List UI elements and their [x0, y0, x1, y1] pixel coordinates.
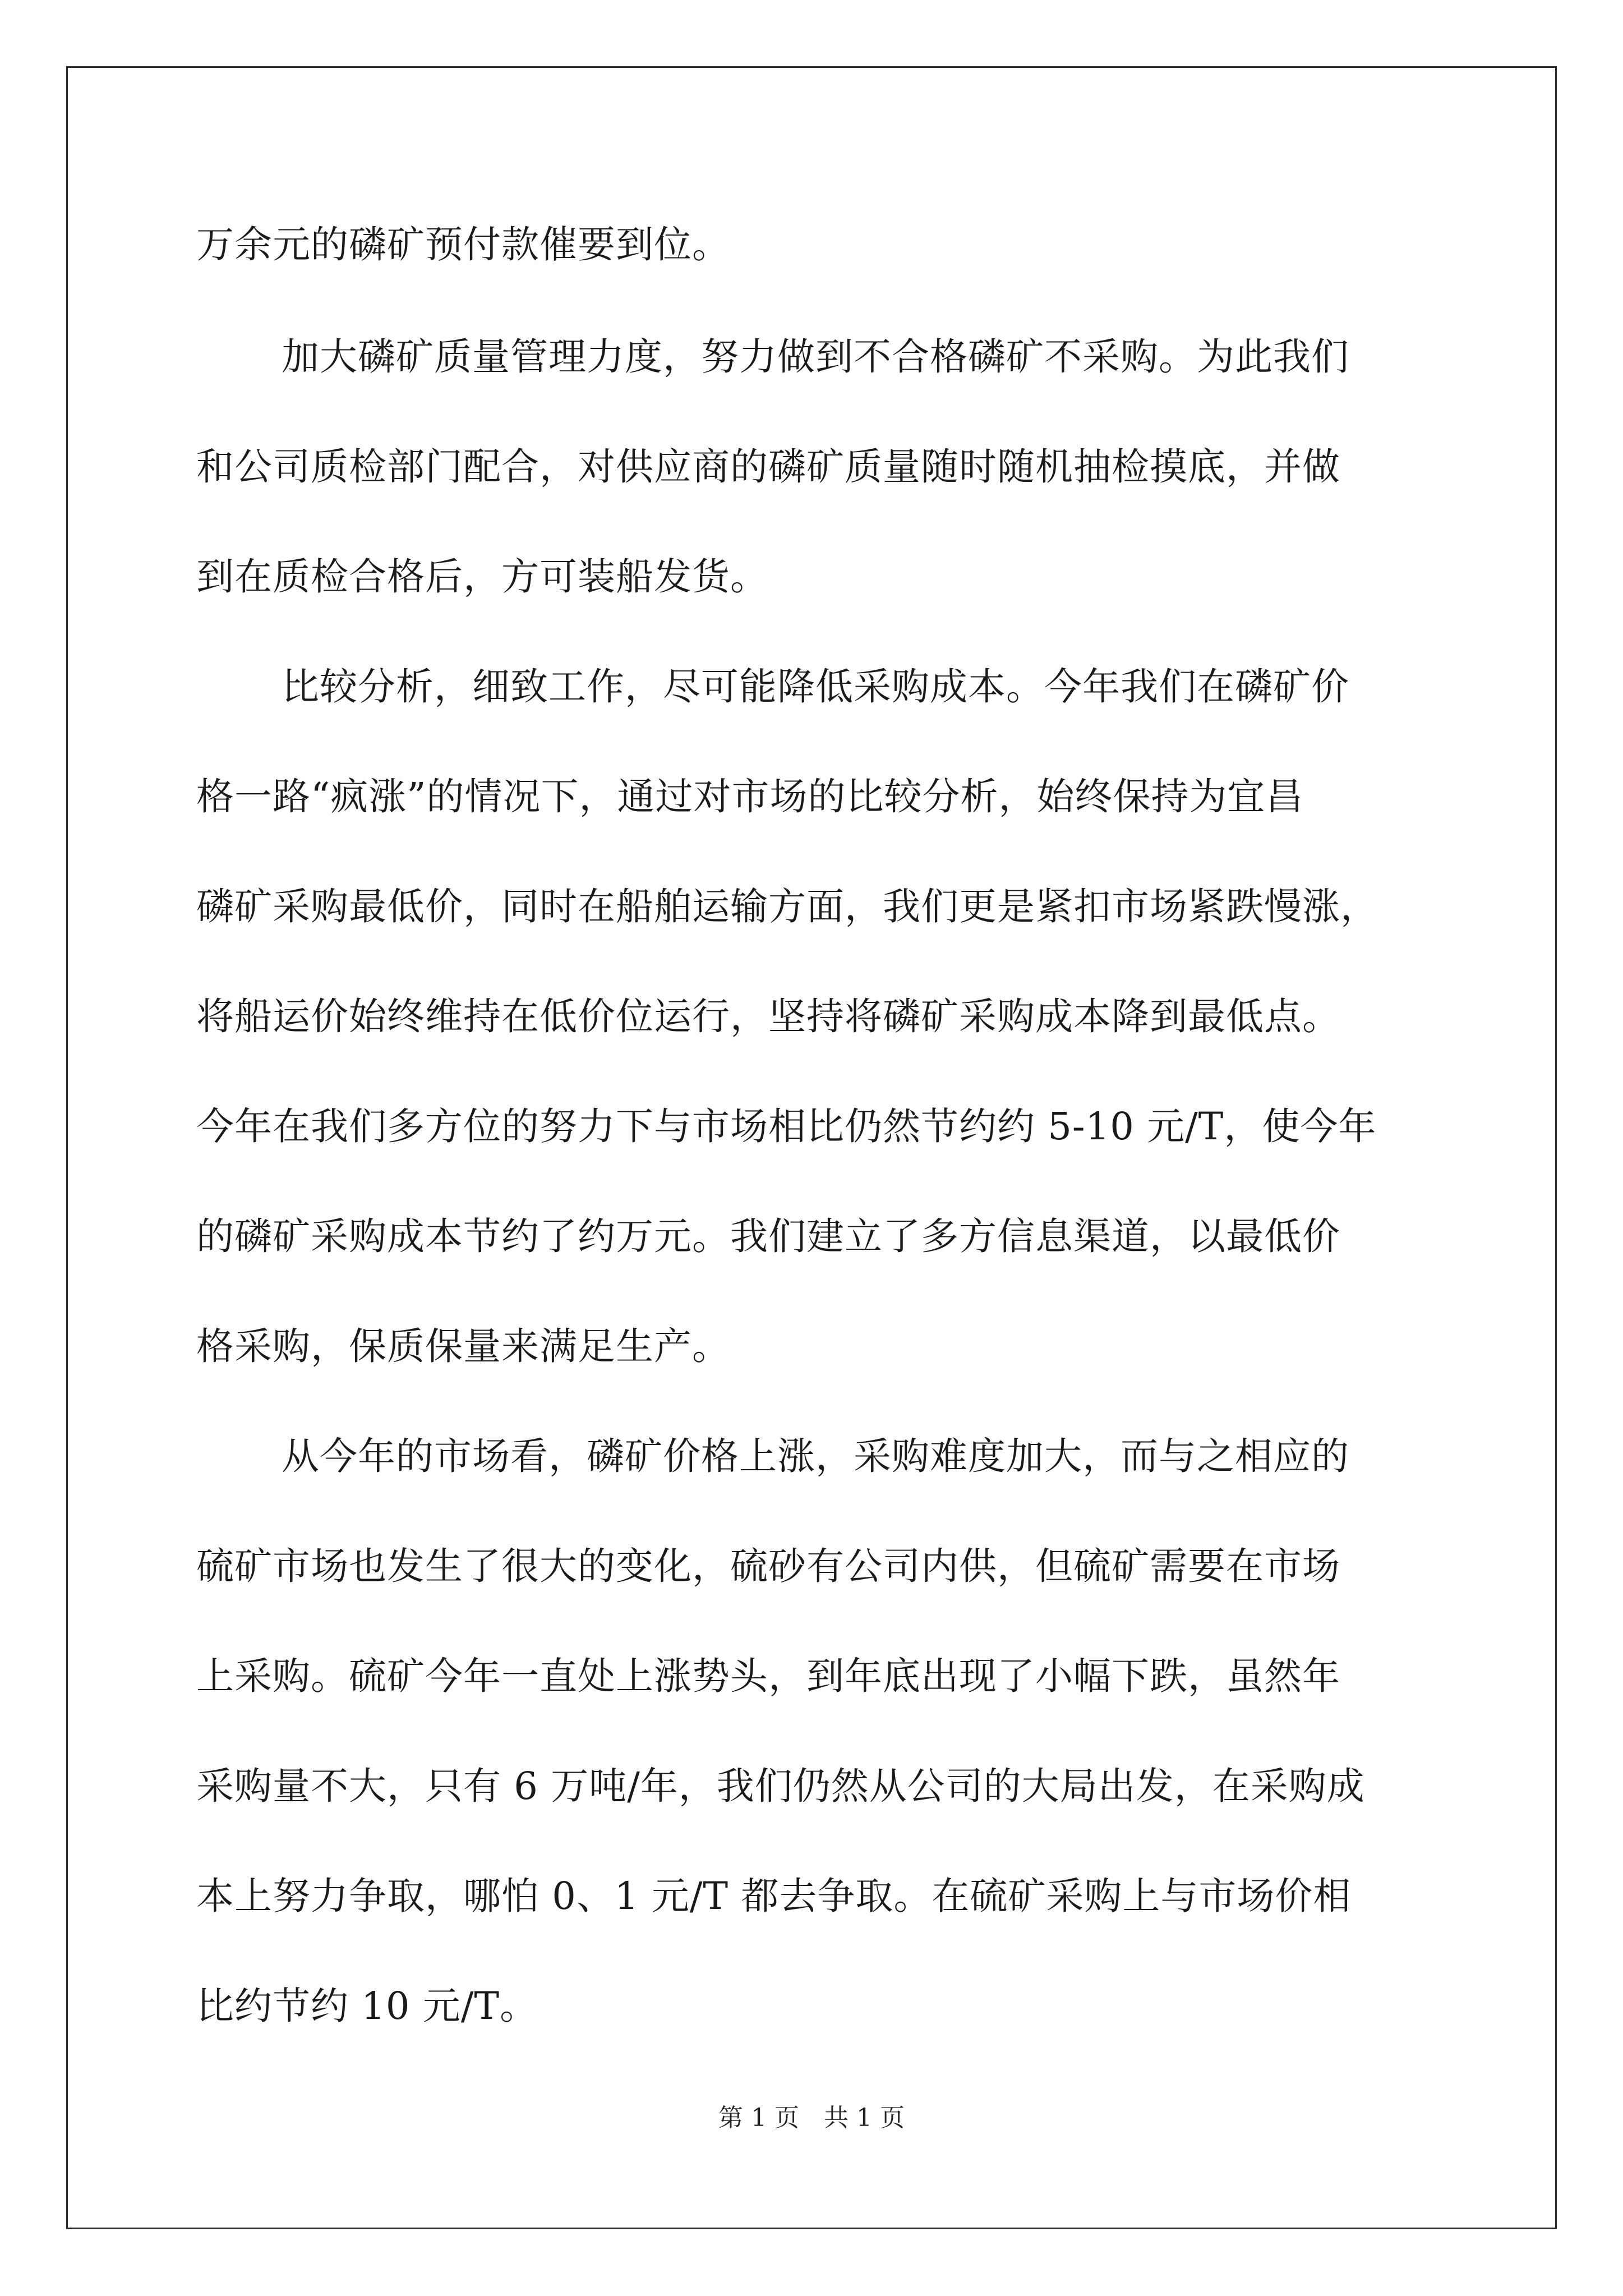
text-line: 采购量不大，只有 6 万吨/年，我们仍然从公司的大局出发，在采购成 [196, 1764, 1365, 1808]
text-line: 硫矿市场也发生了很大的变化，硫砂有公司内供，但硫矿需要在市场 [196, 1544, 1340, 1588]
text-line: 格采购，保质保量来满足生产。 [196, 1324, 730, 1368]
text-line: 今年在我们多方位的努力下与市场相比仍然节约约 5-10 元/T，使今年 [196, 1105, 1377, 1148]
text-line: 万余元的磷矿预付款催要到位。 [196, 223, 730, 266]
text-line: 和公司质检部门配合，对供应商的磷矿质量随时随机抽检摸底，并做 [196, 445, 1340, 489]
text-line: 磷矿采购最低价，同时在船舶运输方面，我们更是紧扣市场紧跌慢涨， [196, 885, 1378, 928]
text-line: 上采购。硫矿今年一直处上涨势头，到年底出现了小幅下跌，虽然年 [196, 1654, 1340, 1698]
text-line: 的磷矿采购成本节约了约万元。我们建立了多方信息渠道，以最低价 [196, 1214, 1340, 1258]
text-line: 到在质检合格后，方可装船发货。 [196, 555, 768, 599]
text-line: 格一路“疯涨”的情况下，通过对市场的比较分析，始终保持为宜昌 [196, 775, 1304, 818]
page-number: 第 1 页 共 1 页 [718, 2104, 905, 2132]
text-line: 将船运价始终维持在低价位运行，坚持将磷矿采购成本降到最低点。 [196, 995, 1340, 1038]
text-line: 比约节约 10 元/T。 [196, 1984, 538, 2028]
text-line: 加大磷矿质量管理力度，努力做到不合格磷矿不采购。为此我们 [282, 335, 1349, 379]
text-line: 从今年的市场看，磷矿价格上涨，采购难度加大，而与之相应的 [282, 1434, 1349, 1478]
text-line: 比较分析，细致工作，尽可能降低采购成本。今年我们在磷矿价 [282, 665, 1349, 708]
text-line: 本上努力争取，哪怕 0、1 元/T 都去争取。在硫矿采购上与市场价相 [196, 1874, 1352, 1918]
